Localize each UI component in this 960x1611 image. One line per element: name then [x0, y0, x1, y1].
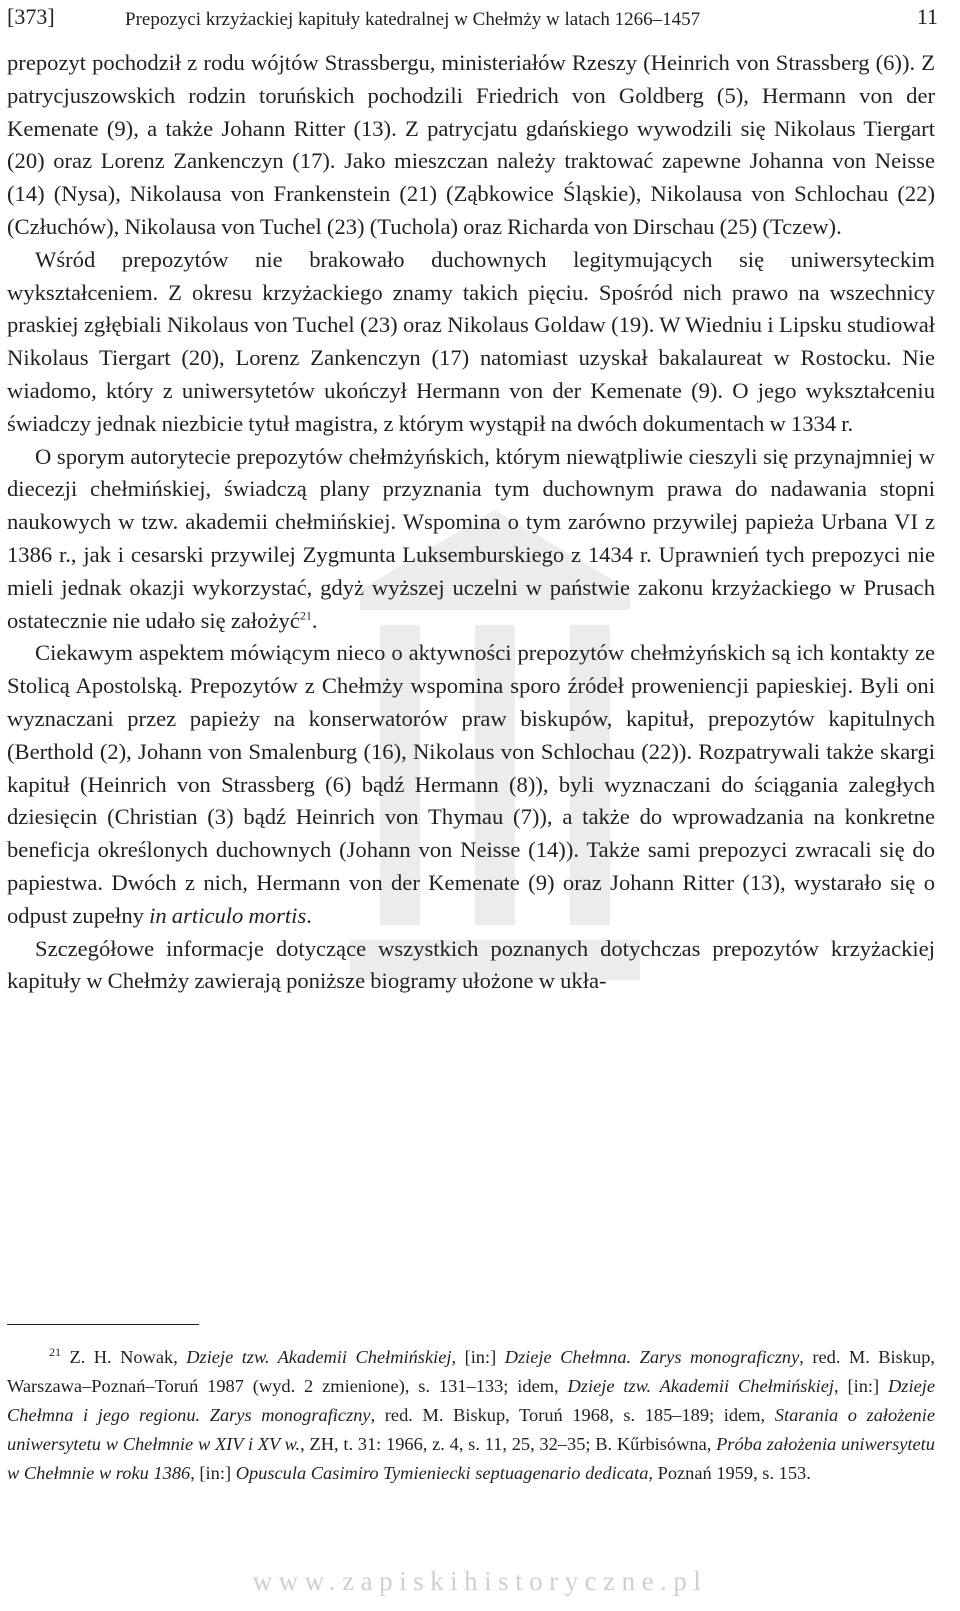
paragraph-1: prepozyt pochodził z rodu wójtów Strassbergu, ministeriałów Rzeszy (Heinrich von Strassberg (6)). Z patrycjuszowskich rodzin toruńskich pochodzili Friedrich von Goldberg (5), Hermann von der Kemenate (9), a także Johann Ritter (13). Z patrycjatu gdańskiego wywodzili się Nikolaus Tiergart (20) oraz Lorenz Zankenczyn (17). Jako mieszczan należy traktować zapewne Johanna von Neisse (14) (Nysa), Nikolausa von Frankenstein (21) (Ząbkowice Śląskie), Nikolausa von Schlochau (22) (Człuchów), Nikolausa von Tuchel (23) (Tuchola) oraz Richarda von Dirschau (25) (Tczew). — [7, 50, 935, 239]
footnote-italic: Dzieje Chełmna i jego regionu. Zarys monograficzny — [7, 1376, 935, 1425]
footnote-italic: Starania o założenie uniwersytetu w Chełmnie w XIV i XV w. — [7, 1405, 936, 1454]
footnote-text: , [in:] — [834, 1376, 889, 1396]
footnote-text: , [in:] — [190, 1463, 236, 1483]
paragraph-5: Szczegółowe informacje dotyczące wszystkich poznanych dotychczas prepozytów krzyżackiej kapituły w Chełmży zawierają poniższe biogramy ułożone w ukła- — [7, 935, 935, 994]
paragraph-2: Wśród prepozytów nie brakowało duchownych legitymujących się uniwersyteckim wykształceniem. Z okresu krzyżackiego znamy takich pięciu. Spośród nich prawo na wszechnicy praskiej zgłębiali Nikolaus von Tuchel (23) oraz Nikolaus Goldaw (19). W Wiedniu i Lipsku studiował Nikolaus Tiergart (20), Lorenz Zankenczyn (17) natomiast uzyskał bakalaureat w Rostocku. Nie wiadomo, który z uniwersytetów ukończył Hermann von der Kemenate (9). O jego wykształceniu świadczy jednak niezbicie tytuł magistra, z którym wystąpił na dwóch dokumentach w 1334 r. — [7, 246, 935, 436]
footnote-italic: Dzieje tzw. Akademii Chełmińskiej — [186, 1347, 452, 1367]
footnote-italic: Dzieje tzw. Akademii Chełmińskiej — [567, 1376, 835, 1396]
footnote-number: 21 — [49, 1344, 61, 1359]
footnote-italic: Dzieje Chełmna. Zarys monograficzny — [504, 1347, 800, 1367]
paragraph-3-text: O sporym autorytecie prepozytów chełmżyńskich, którym niewątpliwie cieszyli się przynajmniej w diecezji chełmińskiej, świadczą plany przyznania tym duchownym prawa do nadawania stopni naukowych w tzw. akademii chełmińskiej. Wspomina o tym zarówno przywilej papieża Urbana VI z 1386 r., jak i cesarski przywilej Zygmunta Luksemburskiego z 1434 r. Uprawnień tych prepozyci nie mieli jednak okazji wykorzystać, gdyż wyższej uczelni w państwie zakonu krzyżackiego w Prusach ostatecznie nie udało się założyć — [7, 443, 935, 633]
paragraph-4-italic: in articulo mortis — [149, 902, 307, 928]
footnote-21 — [7, 1343, 935, 1488]
footnote-divider — [7, 1324, 199, 1325]
page-number: 11 — [916, 4, 938, 29]
paragraph-3 — [7, 441, 935, 638]
paragraph-4-text: Ciekawym aspektem mówiącym nieco o aktywności prepozytów chełmżyńskich są ich kontakty ze Stolicą Apostolską. Prepozytów z Chełmży wspomina sporo źródeł proweniencji papieskiej. Byli oni wyznaczani przez papieży na konserwatorów praw biskupów, kapituł, prepozytów kapitulnych (Berthold (2), Johann von Smalenburg (16), Nikolaus von Schlochau (22)). Rozpatrywali także skargi kapituł (Heinrich von Strassberg (6) bądź Hermann (8)), byli wyznaczani do ściągania zaległych dziesięcin (Christian (3) bądź Heinrich von Thymau (7)), a także do wprowadzania na konkretne beneficja określonych duchownych (Johann von Neisse (14)). Także sami prepozyci zwracali się do papiestwa. Dwóch z nich, Hermann von der Kemenate (9) oraz Johann Ritter (13), wystarało się o odpust zupełny — [7, 640, 935, 928]
footnote-italic: Opuscula Casimiro Tymieniecki septuagenario dedicata — [235, 1463, 649, 1483]
footnote-italic: Próba założenia uniwersytetu w Chełmnie w roku 1386 — [7, 1434, 935, 1483]
running-header — [7, 4, 938, 38]
watermark-url: www.zapiskihistoryczne.pl — [252, 1566, 708, 1596]
footnote-text: , ZH, t. 31: 1966, z. 4, s. 11, 25, 32–35; B. Kűrbisówna, — [300, 1434, 717, 1454]
footnote-ref-21[interactable]: 21 — [299, 608, 312, 623]
footnote-text: Z. H. Nowak, — [61, 1347, 187, 1367]
footnote-text: , Poznań 1959, s. 153. — [648, 1463, 811, 1483]
running-title: Prepozyci krzyżackiej kapituły katedralnej w Chełmży w latach 1266–1457 — [125, 9, 701, 30]
paragraph-4-end: . — [306, 902, 312, 928]
main-text — [7, 47, 935, 998]
footnote-text: , [in:] — [451, 1347, 505, 1367]
bracket-page-number: [373] — [7, 4, 55, 29]
paragraph-3-end: . — [311, 607, 318, 633]
footnote-text: , red. M. Biskup, Warszawa–Poznań–Toruń 1987 (wyd. 2 zmienione), s. 131–133; idem, — [7, 1347, 935, 1396]
footnote-text: , red. M. Biskup, Toruń 1968, s. 185–189; idem, — [370, 1405, 775, 1425]
paragraph-4 — [7, 637, 935, 932]
